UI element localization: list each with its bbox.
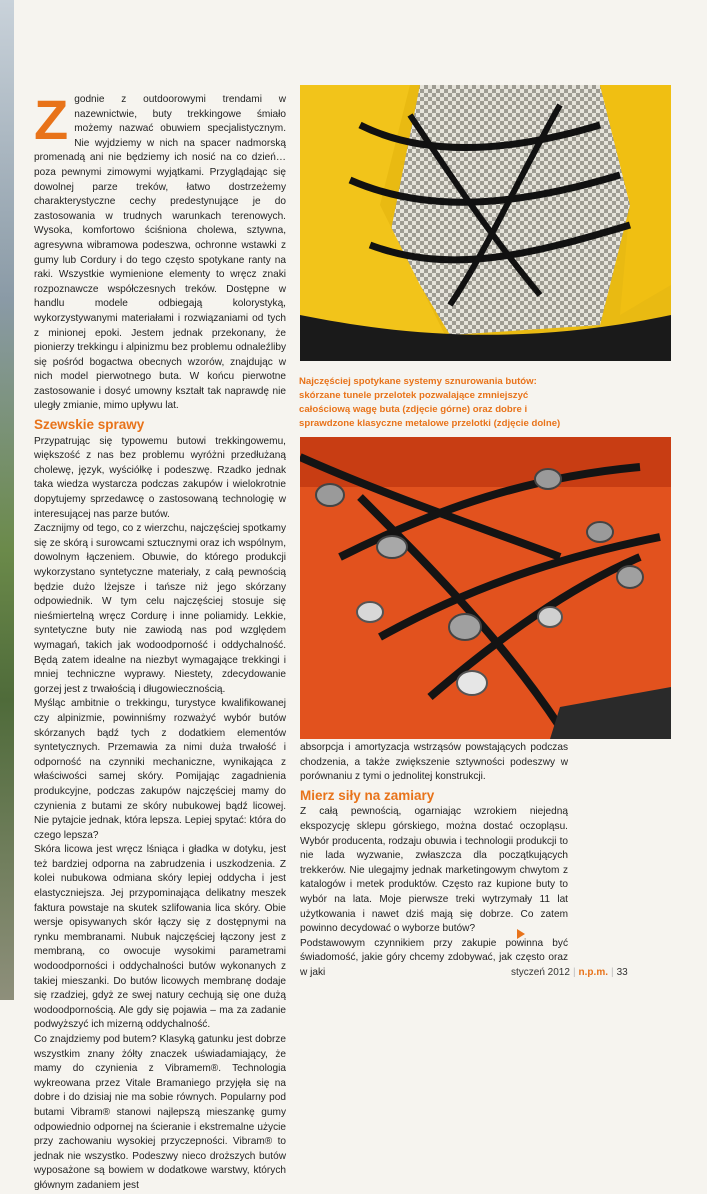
page-number: 33 [616, 967, 628, 978]
left-edge-photo-strip [0, 0, 14, 1000]
drop-cap: Z [34, 88, 69, 151]
photo-caption: Najczęściej spotykane systemy sznurowania butów: skórzane tunele przelotek pozwalające zmniejszyć całościową wagę buta (zdjęcie górne) oraz dobre i sprawdzone klasyczne metalowe przelotki (zdjęcie dolne) [299, 376, 561, 429]
photo-orange-boot-eyelets [300, 437, 671, 739]
section-heading-szewskie-sprawy: Szewskie sprawy [34, 417, 145, 433]
yellow-boot-illustration [300, 85, 671, 361]
article-column-3 [300, 741, 568, 981]
footer-issue-date: styczeń 2012 [511, 967, 570, 978]
body-paragraph: Z całą pewnością, ogarniając wzrokiem niejedną ekspozycję sklepu górskiego, można dostać oczopląsu. Wybór producenta, rodzaju obuwia i technologii produkcji to nie lada wyzwanie, zwłaszcza dla początkujących trekkerów. Nie ulegajmy jednak marketingowym chwytom z katalogów i metek produktów. Często raz kupione buty to wybór na lata. Moje pierwsze treki wytrzymały 11 lat użytkowania i nawet dziś mają się dobrze. Co zatem powinno decydować o wyborze butów? [300, 806, 568, 935]
article-column-1 [34, 88, 286, 1194]
magazine-name: n.p.m. [578, 967, 608, 978]
body-paragraph: Zacznijmy od tego, co z wierzchu, najczęściej spotkamy się ze skórą i surowcami sztucznymi oraz ich wspólnym, dowolnym łączeniem. Obuwie, do którego produkcji wykorzystano syntetyczne materiały, z całą pewnością będzie dużo lżejsze i tańsze niż jego skórzany odpowiednik. W tym celu najczęściej stosuje się nieśmiertelną wręcz Cordurę i inne poliamidy. Lekkie, syntetyczne buty nie zawiodą nas pod względem wymagań, takich jak wodoodporność i oddychalność. Będą zatem idealne na niezbyt wymagające trekkingi i mniej techniczne wyprawy. Niestety, zdecydowanie gorzej jest z trwałością i długowiecznością. [34, 523, 286, 695]
page-footer: styczeń 2012 | n.p.m. | 33 [511, 967, 628, 978]
orange-boot-illustration [300, 437, 671, 739]
body-paragraph: Co znajdziemy pod butem? Klasyką gatunku jest dobrze wszystkim znany żółty znaczek uświadamiający, że mamy do czynienia z Vibramem®. Technologia wykreowana przez Vitale Bramaniego przyjęła się na dobre i do dzisiaj nie ma sobie równych. Popularny pod butami Vibram® stanowi najlepszą mieszankę gumy odpowiednio odpornej na ścieranie i ekstremalne użycie przy zachowaniu wysokiej przyczepności. Vibram® to jednak nie wszystko. Podeszwy nieco droższych butów wyposażone są bowiem w dodatkowe warstwy, których głównym zadaniem jest [34, 1034, 286, 1191]
body-paragraph: Podstawowym czynnikiem przy zakupie powinna być świadomość, jakie góry chcemy zdobywać, jak często oraz w jaki [300, 937, 568, 978]
section-heading-mierz-sily: Mierz siły na zamiary [300, 787, 435, 803]
body-paragraph: Przypatrując się typowemu butowi trekkingowemu, większość z nas bez problemu wyróżni przedłużaną cholewę, język, wyściółkę i podeszwę. Rzadko jednak taka wiedza wystarcza podczas zakupów i wielokrotnie dopytujemy sprzedawcę o zastosowaną technologię w interesującej nas parze butów. [34, 435, 286, 520]
photo-yellow-boot-lacing [300, 85, 671, 361]
body-paragraph: absorpcja i amortyzacja wstrząsów powstających podczas chodzenia, a także zwiększenie sztywności podeszwy w porównaniu z tymi o jednolitej konstrukcji. [300, 742, 568, 783]
body-paragraph: Skóra licowa jest wręcz lśniąca i gładka w dotyku, jest też bardziej odporna na zabrudzenia i uszkodzenia. Z kolei nubukowa odmiana skóry lepiej oddycha i jest elastyczniejsza. Jej przypominająca delikatny meszek faktura powstaje na skutek szlifowania lica skóry. Obie wersje opisywanych skór łączy się z dostępnymi na rynku membranami. Nubuk najczęściej łączony jest z membraną, co owocuje wysokimi parametrami wodoodporności i oddychalności butów wykonanych z takiej mieszanki. Do butów licowych membranę dodaje się rzadziej, gdyż ze swej natury cechują się one dużą wodoodpornością. Ale gdy się pojawia – ma za zadanie podwyższyć ich mizerną oddychalność. [34, 844, 286, 1031]
body-paragraph: Myśląc ambitnie o trekkingu, turystyce kwalifikowanej czy alpinizmie, powinniśmy rozważyć wybór butów skórzanych bądź tych z dodatkiem elementów syntetycznych. Przemawia za nimi duża trwałość i odporność na czynniki mechaniczne, wynikająca z właściwości samej skóry. Pomijając zagadnienia produkcyjne, podczas zakupów najczęściej mamy do czynienia z butami ze skóry nubukowej bądź licowej. Nie pytajcie jednak, która lepsza. Lepiej spytać: która do czego lepsza? [34, 698, 286, 841]
continue-arrow-icon [517, 929, 525, 939]
intro-paragraph: Zgodnie z outdoorowymi trendami w nazewnictwie, buty trekkingowe śmiało możemy nazwać obuwiem specjalistycznym. Nie wyjdziemy w nich na spacer nadmorską promenadą ani nie będziemy ich nosić na co dzień… poza pewnymi zimowymi wyjątkami. Przyglądając się dowolnej parze treków, łatwo dostrzeżemy charakterystyczne cechy predestynujące je do zastosowania w trudnych warunkach terenowych. Wysoka, komfortowo ściśniona cholewa, sztywna, agresywna wibramowa podeszwa, ochronne wstawki z gumy lub Cordury i do tego często spotykane ranty na raki. Wszystkie wymienione elementy to wręcz znaki rozpoznawcze współczesnych treków. Dostępne w handlu modele odbiegają kolorystyką, wykorzystywanymi materiałami i rozwiązaniami od tych z minionej epoki. Jestem jednak przekonany, że pionierzy trekkingu i alpinizmu bez problemu odnaleźliby się pośród bogactwa obecnych wzorów, znajdując w nich model pierwotnego buta. W końcu pierwotne zastosowanie i dosyć umowny kształt tak naprawdę nie uległy zmianie, mimo upływu lat. [34, 88, 286, 412]
